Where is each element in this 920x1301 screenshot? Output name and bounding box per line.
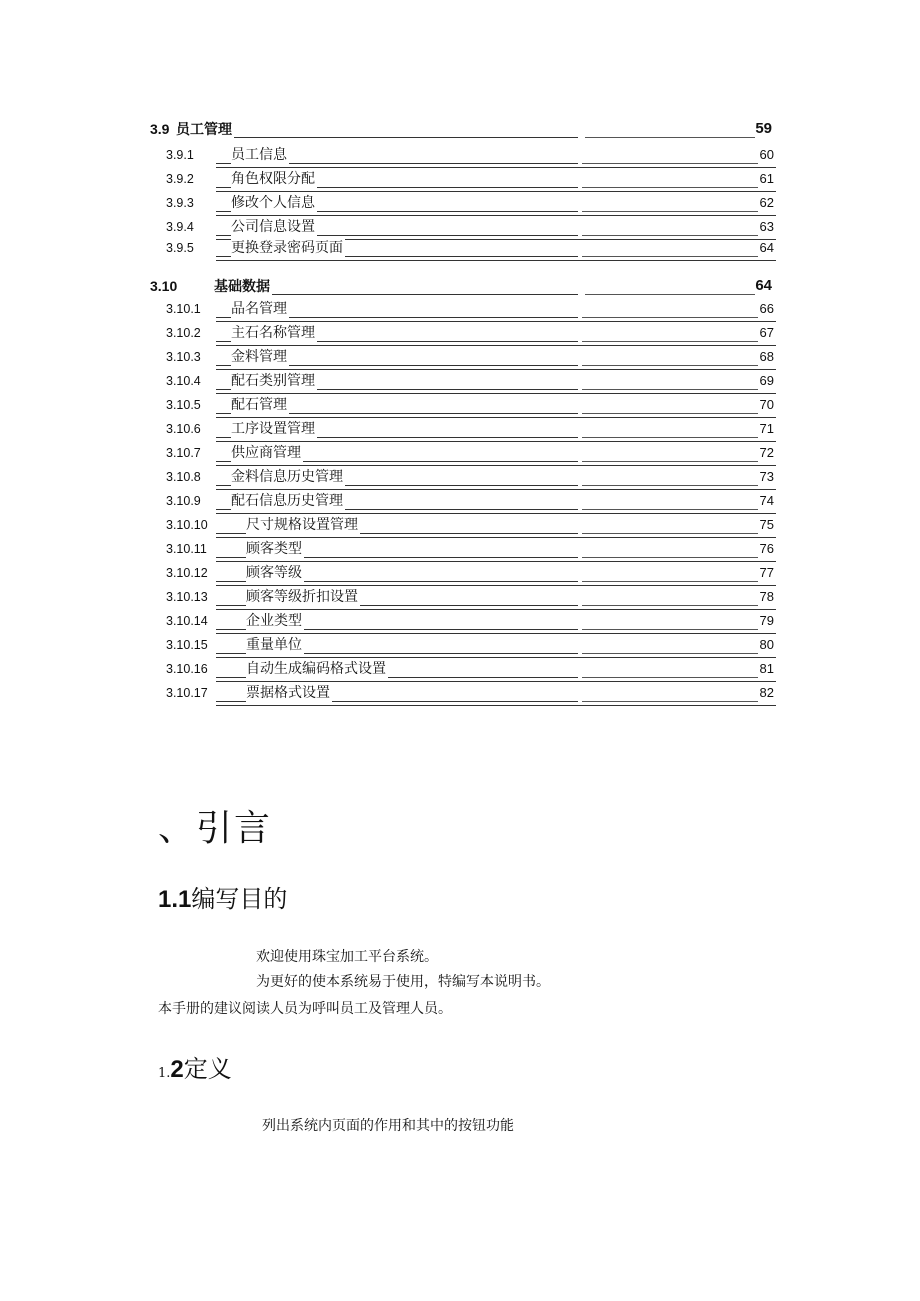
toc-entry-title: 公司信息设置 — [231, 216, 317, 238]
toc-page-leader — [582, 509, 758, 510]
toc-entry-page: 67 — [759, 325, 774, 340]
toc-entry-number: 3.10.10 — [166, 518, 208, 532]
toc-page-leader — [582, 653, 758, 654]
toc-page-leader — [582, 677, 758, 678]
toc-entry-page: 81 — [759, 661, 774, 676]
toc-entry[interactable] — [0, 466, 920, 488]
toc-entry[interactable] — [0, 118, 920, 140]
toc-entry-number: 3.10.11 — [166, 542, 207, 556]
toc-page-leader — [582, 163, 758, 164]
section-heading-1-2 — [158, 1052, 232, 1091]
toc-entry-page: 62 — [759, 195, 774, 210]
paragraph: 为更好的使本系统易于使用，特编写本说明书。 — [256, 974, 550, 990]
toc-entry[interactable] — [0, 490, 920, 512]
toc-entry[interactable] — [0, 216, 920, 238]
toc-entry-page: 79 — [759, 613, 774, 628]
toc-entry-title: 角色权限分配 — [231, 168, 317, 190]
toc-entry[interactable] — [0, 144, 920, 166]
toc-entry-title: 企业类型 — [246, 610, 304, 632]
toc-entry[interactable] — [0, 682, 920, 704]
toc-page-leader — [582, 629, 758, 630]
toc-page-leader — [582, 187, 758, 188]
toc-entry[interactable] — [0, 658, 920, 680]
toc-entry-page: 63 — [759, 219, 774, 234]
toc-entry-page: 78 — [759, 589, 774, 604]
toc-entry[interactable] — [0, 275, 920, 297]
toc-entry-page: 82 — [759, 685, 774, 700]
toc-page-leader — [582, 413, 758, 414]
toc-entry-number: 3.10.7 — [166, 446, 201, 460]
toc-entry-title: 基础数据 — [214, 275, 272, 297]
toc-entry-number: 3.10.12 — [166, 566, 208, 580]
section-heading-1-1 — [158, 882, 287, 917]
toc-entry[interactable] — [0, 192, 920, 214]
toc-entry-number: 3.10.3 — [166, 350, 201, 364]
toc-entry-number: 3.10.17 — [166, 686, 208, 700]
toc-entry-number: 3.10.8 — [166, 470, 201, 484]
toc-entry-number: 3.9.3 — [166, 196, 194, 210]
toc-entry-number: 3.9 — [150, 121, 170, 137]
section-title: 定义 — [183, 1055, 232, 1083]
toc-entry-title: 配石管理 — [231, 394, 289, 416]
toc-page-leader — [582, 557, 758, 558]
toc-entry-title: 配石信息历史管理 — [231, 490, 345, 512]
toc-entry[interactable] — [0, 514, 920, 536]
section-title: 编写目的 — [191, 885, 288, 913]
section-number: 2 — [170, 1056, 184, 1083]
toc-entry-page: 64 — [759, 240, 774, 255]
toc-leader-line — [232, 294, 578, 295]
section-number-prefix: 1. — [158, 1066, 171, 1081]
toc-entry-page: 61 — [759, 171, 774, 186]
toc-entry-number: 3.10.9 — [166, 494, 201, 508]
toc-entry-title: 供应商管理 — [231, 442, 303, 464]
toc-entry-title: 顾客等级折扣设置 — [246, 586, 360, 608]
toc-entry-title: 金料管理 — [231, 346, 289, 368]
toc-entry[interactable] — [0, 610, 920, 632]
toc-page-leader — [582, 389, 758, 390]
toc-entry[interactable] — [0, 418, 920, 440]
toc-entry[interactable] — [0, 586, 920, 608]
toc-leader-line — [232, 137, 578, 138]
toc-page-leader — [582, 211, 758, 212]
toc-entry-page: 70 — [759, 397, 774, 412]
toc-entry-title: 顾客等级 — [246, 562, 304, 584]
toc-entry-number: 3.9.1 — [166, 148, 194, 162]
toc-entry-title: 重量单位 — [246, 634, 304, 656]
toc-entry-page: 59 — [755, 120, 772, 137]
toc-entry-number: 3.9.5 — [166, 241, 194, 255]
paragraph: 本手册的建议阅读人员为呼叫员工及管理人员。 — [158, 1001, 452, 1017]
toc-entry-number: 3.10.13 — [166, 590, 208, 604]
toc-entry-number: 3.9.4 — [166, 220, 194, 234]
toc-entry-page: 66 — [759, 301, 774, 316]
toc-entry-number: 3.10.4 — [166, 374, 201, 388]
toc-page-leader — [582, 461, 758, 462]
toc-entry-title: 品名管理 — [231, 298, 289, 320]
toc-entry-title: 主石名称管理 — [231, 322, 317, 344]
toc-entry-title: 员工信息 — [231, 144, 289, 166]
toc-page-leader — [582, 317, 758, 318]
toc-page-leader — [582, 533, 758, 534]
toc-entry-page: 71 — [759, 421, 774, 436]
toc-entry-page: 69 — [759, 373, 774, 388]
toc-page-leader — [585, 137, 755, 138]
toc-entry[interactable] — [0, 394, 920, 416]
toc-page-leader — [582, 437, 758, 438]
toc-entry-page: 64 — [755, 277, 772, 294]
toc-entry-page: 68 — [759, 349, 774, 364]
paragraph: 欢迎使用珠宝加工平台系统。 — [256, 949, 438, 965]
toc-entry-number: 3.10.6 — [166, 422, 201, 436]
toc-page-leader — [582, 365, 758, 366]
toc-page-leader — [582, 581, 758, 582]
toc-entry-number: 3.9.2 — [166, 172, 194, 186]
toc-entry-page: 73 — [759, 469, 774, 484]
toc-entry[interactable] — [0, 442, 920, 464]
toc-page-leader — [582, 256, 758, 257]
paragraph: 列出系统内页面的作用和其中的按钮功能 — [262, 1118, 514, 1134]
toc-entry[interactable] — [0, 168, 920, 190]
section-number: 1.1 — [158, 886, 192, 913]
toc-entry[interactable] — [0, 370, 920, 392]
toc-page-leader — [582, 485, 758, 486]
toc-page-leader — [582, 341, 758, 342]
toc-entry[interactable] — [0, 346, 920, 368]
toc-entry[interactable] — [0, 538, 920, 560]
toc-entry-number: 3.10 — [150, 278, 178, 294]
toc-entry-title: 修改个人信息 — [231, 192, 317, 214]
toc-entry-title: 顾客类型 — [246, 538, 304, 560]
chapter-heading: 、引言 — [158, 808, 273, 849]
toc-entry-number: 3.10.2 — [166, 326, 201, 340]
toc-entry-page: 77 — [759, 565, 774, 580]
toc-entry-page: 74 — [759, 493, 774, 508]
toc-entry-title: 更换登录密码页面 — [231, 237, 345, 259]
toc-entry-number: 3.10.14 — [166, 614, 208, 628]
toc-entry-page: 76 — [759, 541, 774, 556]
toc-row-rule — [216, 260, 776, 261]
toc-entry[interactable] — [0, 298, 920, 320]
toc-entry[interactable] — [0, 237, 920, 259]
toc-entry-number: 3.10.1 — [166, 302, 201, 316]
toc-entry-title: 金料信息历史管理 — [231, 466, 345, 488]
toc-entry-page: 75 — [759, 517, 774, 532]
toc-page-leader — [582, 605, 758, 606]
toc-entry-title: 配石类别管理 — [231, 370, 317, 392]
toc-entry-title: 工序设置管理 — [231, 418, 317, 440]
toc-entry-page: 80 — [759, 637, 774, 652]
toc-entry-page: 72 — [759, 445, 774, 460]
toc-entry-number: 3.10.16 — [166, 662, 208, 676]
toc-entry-number: 3.10.5 — [166, 398, 201, 412]
toc-page-leader — [582, 701, 758, 702]
toc-entry-title: 自动生成编码格式设置 — [246, 658, 388, 680]
toc-entry-number: 3.10.15 — [166, 638, 208, 652]
toc-page-leader — [585, 294, 755, 295]
toc-row-rule — [216, 705, 776, 706]
toc-page-leader — [582, 235, 758, 236]
toc-entry[interactable] — [0, 322, 920, 344]
toc-entry-page: 60 — [759, 147, 774, 162]
toc-entry[interactable] — [0, 634, 920, 656]
toc-entry[interactable] — [0, 562, 920, 584]
toc-entry-title: 票据格式设置 — [246, 682, 332, 704]
toc-entry-title: 员工管理 — [176, 118, 234, 140]
toc-entry-title: 尺寸规格设置管理 — [246, 514, 360, 536]
